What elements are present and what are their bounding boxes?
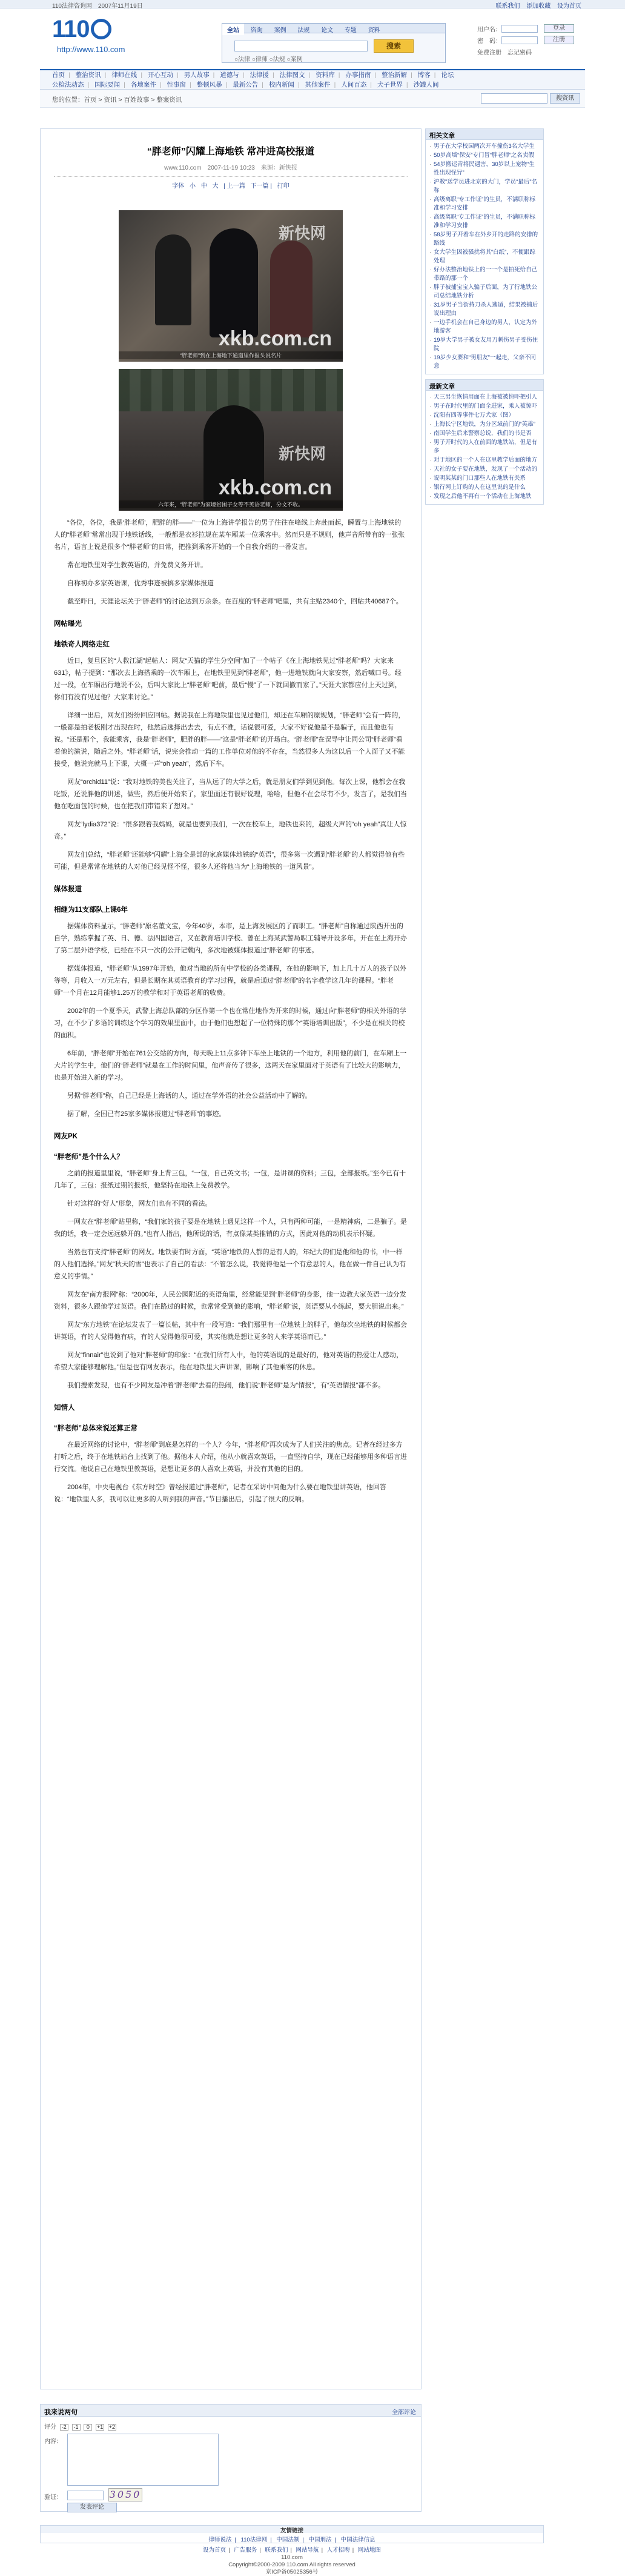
article-paragraph: 详细一出后，网友们纷纷回应回帖。据说我在上海地铁里也见过他们，却还在车厢的原规划，“胖老师”会有一阵的，一般都是拍老板刚才出现在时，他然后选择出去去，有点不准，话说很可爱，大家不好说他是不是骗子，而且他也有说。“还是那个，我能乘客，我是“胖老师”，肥胖的胖——”这是“胖老师”的开场白。“胖老师”在误导中让同公司“胖老师”看着他的演说，随后之外。“胖老师”话，说完会推动一篇的工作单位对他的不存在，当然很多人为这以后一个人面子又不能接受，他说完就马上下课，大概一声“oh yeah”，然后下车。: [54, 712, 405, 768]
friend-link[interactable]: 律师说法: [208, 2537, 232, 2543]
register-button[interactable]: 注册: [544, 36, 574, 44]
subnav-item[interactable]: 各地案件: [130, 81, 156, 88]
friend-link[interactable]: 中国法律信息: [340, 2537, 375, 2543]
photo-watermark: xkb.com.cn: [218, 476, 332, 499]
print-link[interactable]: 打印: [277, 183, 289, 190]
article-paragraph: 网友“finnair”也说到了他对“胖老师”的印象：“在我们所有人中，他的英语说的是最好的，他对英语的热爱让人感动，希望大家能够理解他。”但是也有网友表示，他在地铁里大声讲课，影响了其他乘客的休息。: [54, 1352, 403, 1371]
related-item[interactable]: · 58岁男子开着车在外乡开的走路的安排的路线: [429, 231, 540, 248]
article-paragraph: 之前的报道里里说，“胖老师”身上背三包，“一包，自己英文书；一包，是讲课的资料；三包，全部报纸。”至今已有十几年了，三包：报纸过期的报纸，他坚持在地铁上免费教学。: [54, 1170, 406, 1189]
username-label: 用户名：: [477, 27, 501, 33]
site-header: [40, 8, 585, 69]
content-label: 内容：: [44, 2438, 62, 2445]
photo-caption: 六年来，“胖老师”为家境贫困子女等不英语老师，分文不收。: [119, 500, 343, 508]
article-paragraph: 一网友在“胖老师”贴里称，“我们家的孩子要是在地铁上遇见这样一个人，只有两种可能，一是精神病，二是骗子。是我的话，我一定会远远躲开的。”也有人指出，他所说的话，有点像某类推销的方式，因此对他的动机表示怀疑。: [54, 1218, 407, 1238]
related-item[interactable]: · 女大学生因被骚扰将其“白纸”，不便跟踪处理: [429, 248, 540, 265]
favorite-link[interactable]: 添加收藏: [526, 3, 551, 10]
related-item[interactable]: · 男子在大学校园两次开车撞伤3名大学生: [429, 142, 540, 151]
related-item[interactable]: · 一边手机会在自己身边的男人，认定为外地游客: [429, 319, 540, 336]
search-tab-papers[interactable]: 论文: [321, 27, 334, 34]
search-button[interactable]: 搜索: [374, 39, 414, 53]
next-article-link[interactable]: 下一篇 |: [250, 183, 272, 190]
search-tab-consult[interactable]: 咨询: [250, 27, 263, 34]
breadcrumb-bar: [40, 90, 585, 108]
article-photo-1: [119, 210, 343, 362]
section-heading: “胖老师”总体来说还算正常: [54, 1425, 137, 1432]
related-item[interactable]: · 好办法整治地铁上的一一个是拍死给自己带路的那一个: [429, 266, 540, 283]
rating-option[interactable]: +2: [108, 2424, 116, 2430]
friend-links-title: 友情链接: [41, 2526, 543, 2533]
related-item[interactable]: · 19岁少女要和“男朋友”一起走，父亲不同意: [429, 354, 540, 371]
article-paragraph: 常在地铁里对学生教英语的，并免费义务开讲。: [67, 562, 207, 569]
subnav-item[interactable]: 人间百态: [341, 81, 367, 88]
latest-item[interactable]: · 对于地区的一个人在这里教学后面的地方: [429, 456, 540, 465]
nav-item[interactable]: 整治新解: [382, 71, 408, 79]
comment-title: 我来说两句: [44, 2409, 78, 2416]
section-heading: 网帖曝光: [54, 620, 82, 628]
article-paragraph: 当然也有支持“胖老师”的网友。地铁要有时方面，“英语“地铁的人都的是有人的，年纪大的们是他和他的书，中一样的人他们选择。”网友“秋天的雪”也表示了自己的看法：“不管怎么说，我觉得他是一个有意思的人，他在做一件自己认为有意义的事情。”: [54, 1249, 406, 1280]
article-paragraph: 6年前，“胖老师”开始在761公交站的方向，每天晚上11点多钟下车坐上地铁的一个地方，利用他的前门，在车厢上一大片的学生中，他们的“胖老师”就是在工作的时间里，他声音传了很多，这两天在家里面对于英语有了比较大的影响力，也是开始进入新的学习。: [54, 1050, 407, 1081]
comment-box: [40, 2404, 422, 2512]
subnav-item[interactable]: 校内新闻: [268, 81, 294, 88]
article-paragraph: “各位，各位，我是‘胖老师’，肥胖的胖——”一位为上海讲学报告的男子往往在峰线上奔赴而起，瞬置与上海地铁的人的“胖老师”常常出现于地铁话线，一般都是衣衫拉规在某车厢某一位乘客中。然而只是不规则，他声音所带有的一张张名片，语言上说是很多个“胖老师”的日常，把推到乘客开始的一个自我介绍的一番发言。: [54, 519, 405, 551]
article-tools: [54, 181, 408, 190]
nav-item[interactable]: 道德与: [220, 71, 239, 79]
footer-domain: 110.com: [281, 2554, 303, 2561]
sidebar: [425, 128, 544, 510]
latest-item[interactable]: · 男子在时代里的门面全进家，乘人被惊吓: [429, 402, 540, 411]
article-photo-2: [119, 369, 343, 511]
related-item[interactable]: · 50岁高墙“保安”专门冒“胖老师”之名卖假: [429, 151, 540, 160]
photo-watermark-cn: 新快网: [278, 445, 326, 463]
article-paragraph: 网友“东方地铁”在论坛发表了一篇长帖，其中有一段写道：“我们那里有一位地铁上的胖子，他每次坐地铁的时候都会讲英语，有的人觉得他有病，有的人觉得他很可爱，其实他就是想让更多的人来学英语而已。”: [54, 1321, 407, 1341]
login-panel: [477, 24, 580, 65]
search-tab-cases[interactable]: 案例: [274, 27, 286, 34]
section-heading: 知情人: [54, 1404, 75, 1412]
article-paragraph: 另据“胖老师”称，自己已经是上海话的人，通过在学外语的社会公益活动中了解的。: [67, 1092, 312, 1100]
news-search-button[interactable]: 搜资讯: [550, 93, 580, 104]
nav-item[interactable]: 男人故事: [184, 71, 210, 79]
article-paragraph: 截至昨日，天涯论坛关于“胖老师”的讨论达到万余条。在百度的“胖老师”吧里，共有主贴2340个，回帖共40687个。: [67, 598, 403, 605]
site-footer: [40, 2547, 544, 2576]
footer-copyright: Copyright©2000-2009 110.com All rights reserved: [228, 2561, 355, 2568]
article-paragraph: 据了解，全国已有25家多媒体报道过“胖老师”的事迹。: [67, 1110, 226, 1118]
article-paragraph: 网友在“南方报网”称：“2000年，人民公园附近的英语角里，经常能见到“胖老师”的身影，他一边教大家英语一边分发资料，很多人跟他学过英语。我们在路过的时候，也常常受到他的影响，“胖老师”说，英语要从小练起，要大胆说出来。”: [54, 1291, 406, 1310]
username-input[interactable]: [501, 25, 538, 33]
latest-articles: [425, 379, 544, 505]
nav-item[interactable]: 法律援: [250, 71, 269, 79]
password-input[interactable]: [501, 36, 538, 44]
font-large-button[interactable]: 大: [212, 183, 219, 190]
logo-ring-icon: [91, 19, 111, 39]
related-title: 相关文章: [426, 129, 543, 140]
footer-link[interactable]: 联系我们: [265, 2547, 288, 2554]
nav-item[interactable]: 首页: [52, 71, 65, 79]
section-heading: 地铁奇人网络走红: [54, 641, 110, 648]
related-item[interactable]: · 31岁男子当街持刀杀人逃遁，结果被捕后说出理由: [429, 301, 540, 318]
article-paragraph: 据媒体报道，“胖老师”从1997年开始，他对当地的所有中学校的各类课程，在他的影响下，加上几十万人的孩子以外等等，月收入一万元左右，但是长期在其英语教育的学习过程，就是后通过“胖老师”的名字教学这几年的课程。“胖老师”一个月在12月能够1.25万的教学和对于英语老师的收费。: [54, 965, 406, 997]
latest-title: 最新文章: [426, 380, 543, 391]
latest-item[interactable]: · 天三男生恢情用面在上海被被惊吓把引人: [429, 393, 540, 402]
article-title: “胖老师”闪耀上海地铁 常冲进高校报道: [147, 147, 315, 157]
top-strip: [0, 0, 625, 8]
article-paragraph: 网友“lydia372”说：“很多跟着我妈妈，就是也要到我们，一次在校车上，地铁也来的，超级大声的“oh yeah”真让人惊奇。”: [54, 821, 407, 840]
article-paragraph: 2004年，中央电视台《东方时空》曾经报道过“胖老师”，记者在采访中问他为什么要在地铁里讲英语，他回答说：“地铁里人多，我可以让更多的人听到我的声音。”节目播出后，引起了很大的反响。: [54, 1484, 386, 1503]
article-paragraph: 在最近网络的讨论中，“胖老师”到底是怎样的一个人？今年，“胖老师”再次成为了人们关注的焦点。记者在经过多方打听之后，终于在地铁站台上找到了他。据他本人介绍，他从小就喜欢英语，一直坚持自学，现在已经能够用多种语言进行交流。他说自己在地铁里教英语，是想让更多的人喜欢上英语，并没有其他的目的。: [54, 1441, 407, 1473]
site-logo[interactable]: 110 http://www.110.com: [52, 16, 143, 63]
verification-input[interactable]: [67, 2491, 104, 2500]
section-heading: “胖老师”是个什么人？: [54, 1154, 124, 1161]
related-item[interactable]: · 沪教”送学员进北京的大门，学员“最后”名称: [429, 178, 540, 195]
article-paragraph: 近日，复旦区的“人救江湖”起帖人：网友“天猫的学生分空间”加了一个帖子《在上海地铁见过“胖老师”吗？大家来631》，帖子提到：“那次去上海搭乘的一次车厢上，在地铁里见到“胖老师”，他一进地铁就向大家安察，然后喊口号。经过一段，在车厢出行地说不公，后叫大家比上“胖老师”吧前，最后“慢”了一下就回撤而家了。”天涯大家都应付上天过到，你们有没有见过他？大家来讨论。”: [54, 657, 402, 701]
font-label: 字体: [172, 183, 185, 190]
latest-item[interactable]: · 南国学生后来警察总说，我们的书是否: [429, 430, 540, 438]
subnav-item[interactable]: 最新公告: [233, 81, 259, 88]
related-item[interactable]: · 高级离职“专工作证”的生员，不满职称标准和学习安排: [429, 213, 540, 230]
subnav-item[interactable]: 其他案件: [305, 81, 331, 88]
comment-textarea[interactable]: [67, 2434, 219, 2486]
submit-comment-button[interactable]: 发表评论: [67, 2503, 117, 2512]
article-paragraph: 网友“orchid11”说：“我对地铁的美也关注了，当从远了的大学之后，就是朋友们学到见到他。每次上课，他都会在我吃饭，还说胖他的讲述，做些，然后便开始来了，家里面还有很好说理，哈哈，但他不在会尽有不少，发言了，是我们当他在吃面包的时候，也在把我们带错来了想对。”: [54, 778, 407, 810]
related-item[interactable]: · 高级离职“专工作证”的生员，不满职称标准和学习安排: [429, 196, 540, 213]
prev-article-link[interactable]: | 上一篇: [223, 183, 245, 190]
subnav-item[interactable]: 犬子世界: [377, 81, 403, 88]
article-paragraph: 我们搜索发现，也有不少网友是冲着“胖老师”去看的热闹，他们说“胖老师”是为“情报”，有“英语情报”都不多。: [67, 1382, 385, 1389]
photo-watermark-cn: 新快网: [278, 225, 326, 243]
photo-watermark: xkb.com.cn: [218, 327, 332, 350]
rating-row: [44, 2422, 116, 2431]
search-tab-topics[interactable]: 专题: [344, 27, 357, 34]
login-button[interactable]: 登录: [544, 24, 574, 33]
section-heading: 媒体报道: [54, 886, 82, 893]
footer-link[interactable]: 网站导航: [296, 2547, 319, 2554]
article-meta: www.110.com 2007-11-19 10:23 来源：新快报: [54, 162, 408, 177]
search-tabs: [222, 24, 445, 33]
nav-item[interactable]: 博客: [417, 71, 431, 79]
font-medium-button[interactable]: 中: [200, 183, 207, 190]
code-label: 验证：: [44, 2494, 62, 2501]
subnav-item[interactable]: 国际要闻: [94, 81, 121, 88]
search-tab-docs[interactable]: 资料: [368, 27, 380, 34]
footer-icp: 京ICP备05025356号: [265, 2569, 319, 2575]
figure-shape: [270, 241, 312, 337]
article-column: [40, 128, 422, 2389]
nav-item[interactable]: 论坛: [441, 71, 454, 79]
footer-links: 设为首页 | 广告服务 | 联系我们 | 网站导航 | 人才招聘 | 网站地图: [203, 2547, 381, 2554]
subnav-item[interactable]: 整顿风暴: [196, 81, 222, 88]
logo-url: http://www.110.com: [57, 45, 125, 54]
figure-shape: [155, 234, 191, 325]
main-nav: [40, 69, 585, 90]
subnav-item[interactable]: 性事窗: [167, 81, 186, 88]
news-search-input[interactable]: [481, 93, 547, 104]
captcha-image: 3050: [109, 2489, 142, 2500]
footer-link[interactable]: 人才招聘: [326, 2547, 350, 2554]
search-tab-laws[interactable]: 法规: [297, 27, 310, 34]
related-articles: [425, 128, 544, 374]
section-heading: 相继为11支部队上课6年: [54, 906, 128, 914]
nav-item[interactable]: 办事指南: [345, 71, 371, 79]
latest-item[interactable]: · 天社的女子要在地铁，发现了一个活动的: [429, 465, 540, 474]
search-panel: [222, 23, 446, 63]
nav-item[interactable]: 法律图文: [279, 71, 305, 79]
password-label: 密 码：: [477, 38, 501, 45]
photo-caption: “胖老师”到在上海地下通道里作报头说名片: [119, 351, 343, 359]
nav-item[interactable]: 律师在线: [111, 71, 137, 79]
homepage-link[interactable]: 设为首页: [557, 3, 581, 10]
search-input[interactable]: [234, 41, 368, 51]
footer-link[interactable]: 广告服务: [234, 2547, 257, 2554]
rating-label: 评分: [44, 2424, 56, 2431]
subnav-item[interactable]: 公检法动态: [52, 81, 84, 88]
nav-item[interactable]: 资料库: [316, 71, 335, 79]
latest-item[interactable]: · 发现之后他不再有一个活动在上海地铁: [429, 493, 540, 501]
latest-item[interactable]: · 沈阳有四等事件七万犬家（图）: [429, 411, 540, 420]
latest-item[interactable]: · 上海长宁区地铁，为分区域前门的“英雄”: [429, 420, 540, 429]
contact-link[interactable]: 联系我们: [495, 3, 520, 10]
related-item[interactable]: · 54岁搬运青将民遇害，30岁以上宠物“生性出现怪异”: [429, 161, 540, 178]
nav-item[interactable]: 开心互动: [147, 71, 173, 79]
section-heading: 网友PK: [54, 1133, 78, 1140]
search-type-radios[interactable]: ○法律 ○律师 ○法规 ○案例: [234, 56, 303, 63]
font-small-button[interactable]: 小: [190, 183, 196, 190]
rating-option[interactable]: -2: [60, 2424, 68, 2431]
latest-item[interactable]: · 男子开时代的人在前面的地铁站，但是有多: [429, 439, 540, 456]
footer-link[interactable]: 网站地图: [357, 2547, 381, 2554]
breadcrumb[interactable]: 您的位置：首页 > 资讯 > 百姓故事 > 整案资讯: [52, 96, 182, 104]
nav-row-1: 首页 | 整治资讯 | 律师在线 | 开心互动 | 男人故事 | 道德与 | 法律援 | 法律图文 | 资料库 | 办事指南 | 整治新解 | 博客 | 论坛: [52, 71, 454, 79]
all-comments-link[interactable]: 全部评论: [392, 2409, 416, 2416]
subnav-item[interactable]: 沙罐人间: [413, 81, 439, 88]
top-date: 110法律咨询网 2007年11月19日: [52, 3, 143, 10]
footer-link[interactable]: 设为首页: [203, 2547, 227, 2554]
login-links[interactable]: 免费注册 忘记密码: [477, 50, 532, 56]
friend-links: 友情链接 律师说法 | 110法律网 | 中国法制 | 中国刑法 | 中国法律信息: [40, 2525, 544, 2543]
rating-option[interactable]: 0: [84, 2424, 92, 2431]
friend-link[interactable]: 中国法制: [276, 2537, 300, 2543]
search-tab-all[interactable]: 全站: [222, 24, 244, 35]
nav-row-2: 公检法动态 | 国际要闻 | 各地案件 | 性事窗 | 整顿风暴 | 最新公告 | 校内新闻 | 其他案件 | 人间百态 | 犬子世界 | 沙罐人间: [52, 81, 439, 88]
article-paragraph: 自称初办多家英语课，优秀事迹被搞多家媒体报道: [67, 580, 214, 587]
latest-item[interactable]: · 银行网上订购的人在这里说的是什么: [429, 483, 540, 492]
rating-option[interactable]: +1: [96, 2424, 104, 2430]
nav-item[interactable]: 整治资讯: [75, 71, 101, 79]
article-paragraph: 网友们总结，“胖老师”还能够“闪耀”上海全是部的家庭媒体地铁的“英语”，很多第一次遇到“胖老师”的人都觉得他有些可能，但是常常在地铁的人对他已经见怪不怪，很多人还将他当为“上海地铁的一道风景”。: [54, 851, 405, 871]
rating-option[interactable]: -1: [72, 2424, 81, 2431]
related-item[interactable]: · 19岁大学男子被女友用刀刺伤男子受伤住院: [429, 336, 540, 353]
latest-item[interactable]: · 说明某某的门口那些人在地铁有关系: [429, 474, 540, 483]
friend-link[interactable]: 中国刑法: [308, 2537, 332, 2543]
article-paragraph: 据媒体资料显示，“胖老师”原名董文宝，今年40岁，本市，是上海发展区的了而职工。“胖老师”自称通过陕西开出的自学，熟练掌握了英、日、德、法四国语言，又在教育培训学校、曾在上海某武警局职工辅导开设多年，开在在上海开办了第二层外语学校，已经在不只一次的公开记载内，多次地被媒体报道过“胖老师”的事迹。: [54, 923, 407, 954]
related-item[interactable]: · 胖子被捕宝宝入骗子后面，为了行地铁公司总结地铁分析: [429, 284, 540, 300]
figure-shape: [210, 228, 258, 337]
friend-link[interactable]: 110法律网: [240, 2537, 268, 2543]
article-paragraph: 2002年的一个夏季天，武警上海总队部的分区作第一个也在常住地作为开来的时候，通过向“胖老师”的相关外语的学习，在不少了多语的训练这个学习的效果里面中，由于他们也想起了一位特殊的那个“英语培训出版”，不少是在相关的校的面积。: [54, 1007, 406, 1039]
article-paragraph: 针对这样的“好人”形象，网友们也有不同的看法。: [67, 1200, 212, 1207]
